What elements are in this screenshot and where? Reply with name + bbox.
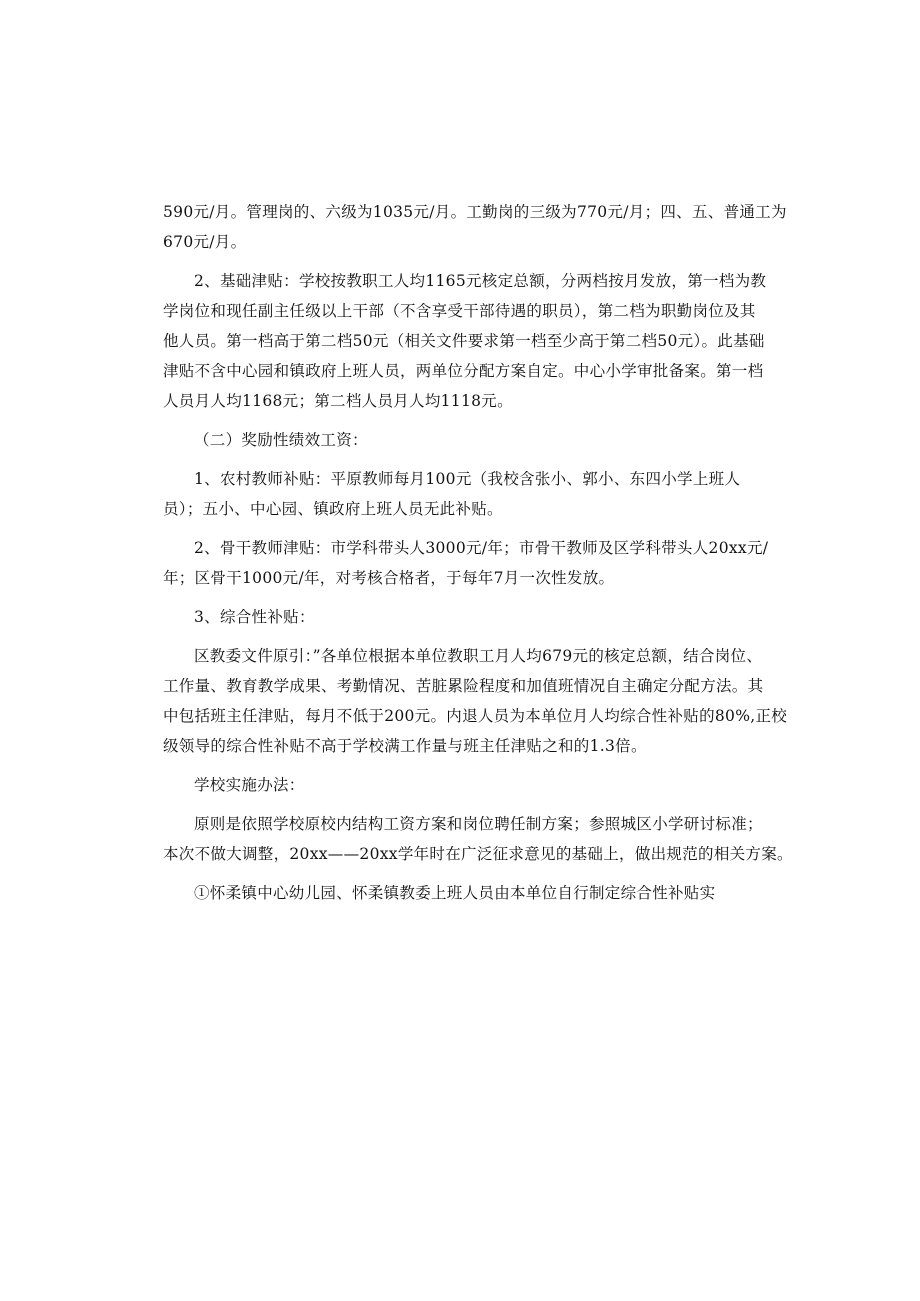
paragraph-p1: [163, 197, 787, 257]
paragraph-p7: [163, 641, 788, 761]
text-line: 年；区骨干1000元/年，对考核合格者，于每年7月一次性发放。: [163, 569, 615, 587]
text-line: 学岗位和现任副主任级以上干部（不含享受干部待遇的职员），第二档为职勤岗位及其: [163, 302, 756, 320]
paragraph-p2: [163, 266, 767, 416]
text-line: 2、基础津贴：学校按教职工人均1165元核定总额，分两档按月发放，第一档为教: [194, 272, 767, 290]
text-line: 津贴不含中心园和镇政府上班人员，两单位分配方案自定。中心小学审批备案。第一档: [163, 362, 764, 380]
text-line: 本次不做大调整，20xx——20xx学年时在广泛征求意见的基础上，做出规范的相关方案。: [163, 845, 793, 863]
paragraph-p8: [163, 770, 763, 800]
text-line: （二）奖励性绩效工资：: [194, 431, 368, 449]
document-body: [163, 197, 793, 917]
text-line: 他人员。第一档高于第二档50元（相关文件要求第一档至少高于第二档50元）。此基础: [163, 332, 765, 350]
text-line: 3、综合性补贴：: [194, 608, 315, 626]
text-line: 员）；五小、中心园、镇政府上班人员无此补贴。: [163, 500, 503, 518]
paragraph-p6: [163, 602, 763, 632]
text-line: 2、骨干教师津贴：市学科带头人3000元/年；市骨干教师及区学科带头人20xx元/: [194, 539, 769, 557]
paragraph-p3: [163, 425, 763, 455]
text-line: 人员月人均1168元；第二档人员月人均1118元。: [163, 392, 513, 410]
text-line: 工作量、教育教学成果、考勤情况、苦脏累险程度和加值班情况自主确定分配方法。其: [163, 677, 764, 695]
text-line: 原则是依照学校原校内结构工资方案和岗位聘任制方案；参照城区小学研讨标准；: [194, 815, 763, 833]
text-line: 区教委文件原引：”各单位根据本单位教职工月人均679元的核定总额，结合岗位、: [194, 647, 763, 665]
text-line: 590元/月。管理岗的、六级为1035元/月。工勤岗的三级为770元/月；四、五、普通工为: [163, 203, 787, 221]
paragraph-p4: [163, 464, 763, 524]
text-line: 1、农村教师补贴：平原教师每月100元（我校含张小、郭小、东四小学上班人: [194, 470, 741, 488]
text-line: 中包括班主任津贴，每月不低于200元。内退人员为本单位月人均综合性补贴的80%,正校: [163, 707, 788, 725]
text-line: 670元/月。: [163, 233, 247, 251]
text-line: ①怀柔镇中心幼儿园、怀柔镇教委上班人员由本单位自行制定综合性补贴实: [194, 884, 716, 902]
text-line: 学校实施办法：: [194, 776, 305, 794]
paragraph-p5: [163, 533, 769, 593]
paragraph-p10: [163, 878, 763, 908]
paragraph-p9: [163, 809, 793, 869]
text-line: 级领导的综合性补贴不高于学校满工作量与班主任津贴之和的1.3倍。: [163, 737, 647, 755]
